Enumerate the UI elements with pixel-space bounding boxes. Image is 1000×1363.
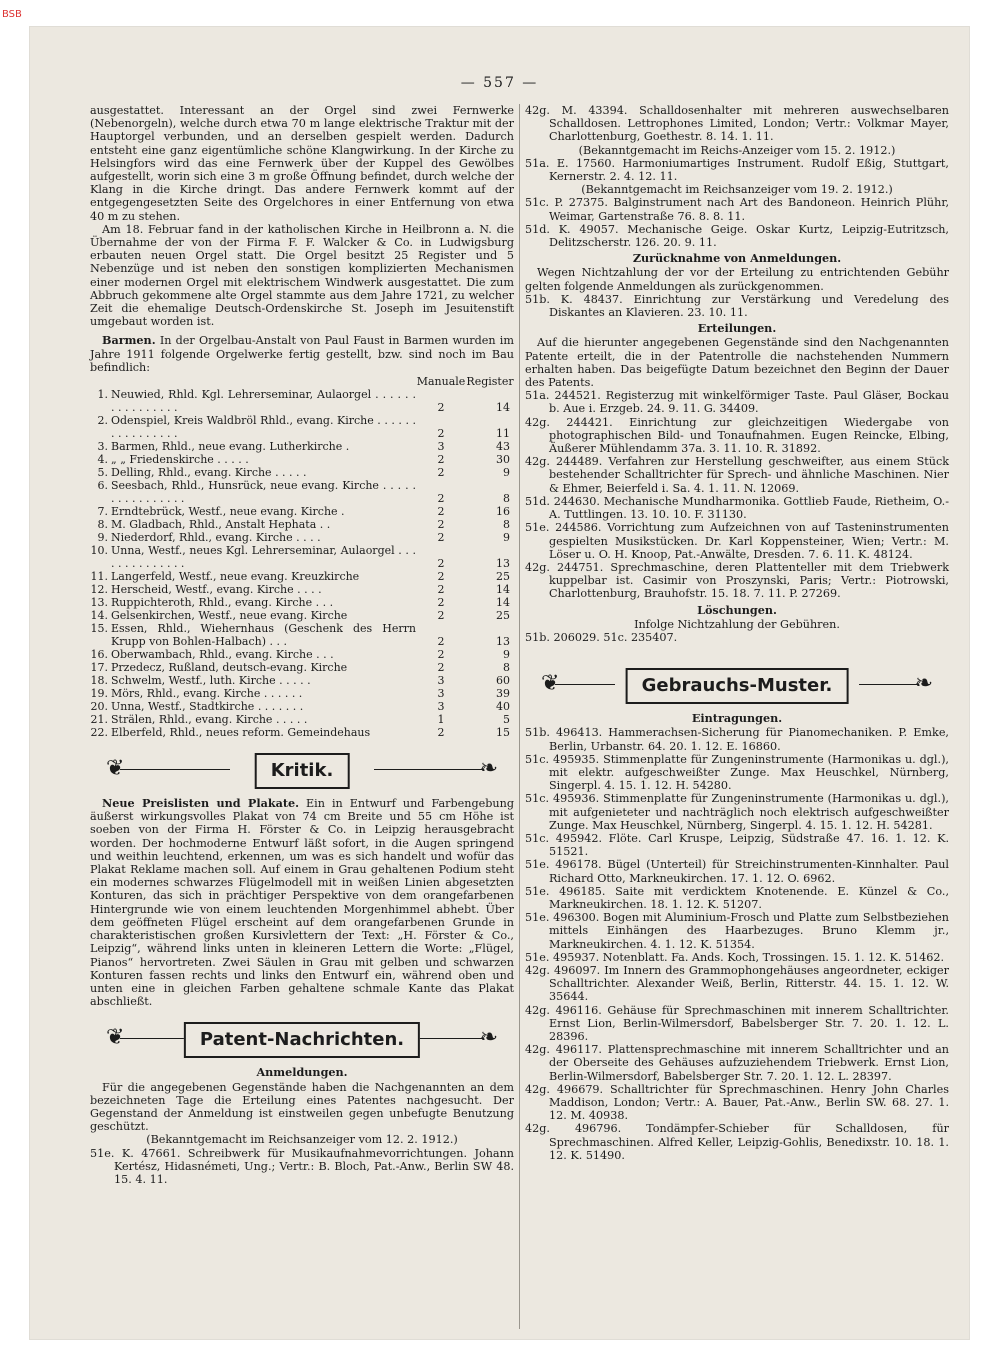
anmeldungen-paragraph: Für die angegebenen Gegenstände haben die Nachgenannten an dem bezeichneten Tage die Erteilung eines Patentes nachgesucht. Der Gegenstand der Anmeldung ist einstweilen gegen unbefugte Benutzung geschützt. [90, 1080, 514, 1134]
barmen-paragraph [90, 334, 514, 374]
row-register: 25 [496, 570, 510, 584]
list-item: 42g. 496679. Schalltrichter für Sprechmaschinen. Henry John Charles Maddison, London; Vertr.: A. Bauer, Pat.-Anw., Berlin SW. 68. 27. 1. 12. M. 40938. [525, 1082, 949, 1123]
banner-rule-right [374, 769, 484, 770]
patent-banner [90, 1020, 514, 1056]
row-register: 25 [496, 609, 510, 623]
column-header-register: Register [466, 375, 514, 389]
patent-title: Patent-Nachrichten. [184, 1022, 420, 1058]
row-place: Langerfeld, Westf., neue evang. Kreuzkirche [111, 570, 360, 584]
list-item: 51b. 496413. Hammerachsen-Sicherung für Pianomechaniken. P. Emke, Berlin, Urbanstr. 64. 20. 1. 12. E. 16860. [525, 726, 949, 753]
row-place: Unna, Westf., neues Kgl. Lehrerseminar, Aulaorgel . . . . . . . . . . . . . . [111, 544, 416, 571]
kritik-banner [90, 751, 514, 787]
row-manuale: 2 [437, 531, 445, 545]
page-sheet [30, 27, 969, 1339]
table-row [90, 583, 514, 596]
kritik-text: Ein in Entwurf und Farbengebung äußerst wirkungsvolles Plakat von 74 cm Breite und 55 cm Höhe ist soeben von der Firma H. Förster & Co. in Leipzig herausgebracht worden. Der hochmoderne Entwurf läßt sofort, in die Augen springend und weithin leuchtend, erkennen, um was es sich handelt und wofür das Plakat Reklame machen soll. Auf einem in Grau gehaltenen Podium steht ein modernes schwarzes Flügelmodell mit in weißen Linien abgesetzten Konturen, das sich in prächtiger Perspektive von dem orangefarbenen Hintergrunde wie von einem leuchtenden Morgenhimmel abhebt. Über dem geöffneten Flügel erscheint auf dem orangefarbenen Grunde in charakteristischen großen Kursivlettern der Text: „H. Förster & Co., Leipzig“, während links unten in kleineren Lettern die Worte: „Flügel, Pianos“ hervortreten. Zwei Säulen in Grau mit gelben und schwarzen Konturen fassen rechts und links den Entwurf ein, während oben und unten eine in gleichen Farben gehaltene schmale Kante das Plakat abschließt. [90, 797, 514, 1009]
row-place: Schwelm, Westf., luth. Kirche . . . . . [111, 674, 311, 688]
row-register: 43 [496, 440, 510, 454]
table-row [90, 466, 514, 479]
table-row [90, 596, 514, 609]
table-row [90, 570, 514, 583]
row-manuale: 2 [437, 518, 445, 532]
row-number: 19. [90, 687, 108, 701]
row-number: 22. [90, 726, 108, 740]
table-row [90, 440, 514, 453]
page-number: — 557 — [460, 75, 539, 91]
row-place: Neuwied, Rhld. Kgl. Lehrerseminar, Aulaorgel . . . . . . . . . . . . . . . . [111, 388, 416, 415]
row-place: Gelsenkirchen, Westf., neue evang. Kirche [111, 609, 348, 623]
row-register: 11 [496, 427, 510, 441]
organ-intro-paragraph: ausgestattet. Interessant an der Orgel sind zwei Fernwerke (Nebenorgeln), welche durch etwa 70 m lange elektrische Traktur mit der Hauptorgel verbunden, und an derselben gespielt werden. Dadurch entsteht eine ganz eigentümliche schöne Klangwirkung. In der Kirche zu Helsingfors wird das eine Fernwerk über der Kuppel des Gewölbes aufgestellt, worin sich eine 3 m große Öffnung befindet, durch welche der Klang in die Kirche dringt. Das andere Fernwerk kommt auf der entgegengesetzten Seite des Orgelchores in einer Entfernung von etwa 40 m zu stehen. [90, 104, 514, 223]
row-number: 16. [90, 648, 108, 662]
row-place: Herscheid, Westf., evang. Kirche . . . . [111, 583, 322, 597]
row-register: 13 [496, 557, 510, 571]
row-manuale: 2 [437, 570, 445, 584]
list-item: 51c. 495936. Stimmenplatte für Zungeninstrumente (Harmonikas u. dgl.), mit aufgenieteter und nachträglich noch elektrisch aufgeschweißter Zunge. Max Heuschkel, Nürnberg, Singerpl. 4. 15. 1. 12. H. 54281. [525, 792, 949, 832]
row-number: 17. [90, 661, 108, 675]
row-manuale: 2 [437, 648, 445, 662]
erteilungen-list [525, 389, 949, 600]
erteilungen-heading: Erteilungen. [697, 321, 777, 336]
row-number: 11. [90, 570, 108, 584]
loeschungen-entry: 51b. 206029. 51c. 235407. [525, 630, 678, 644]
row-place: Elberfeld, Rhld., neues reform. Gemeindehaus [111, 726, 371, 740]
row-place: Seesbach, Rhld., Hunsrück, neue evang. Kirche . . . . . . . . . . . . . . . . [111, 479, 416, 506]
row-number: 6. [97, 479, 108, 493]
row-manuale: 2 [437, 492, 445, 506]
table-row [90, 661, 514, 674]
list-item: 51e. 496300. Bogen mit Aluminium-Frosch und Platte zum Selbstbeziehen mittels Einhängen des Haarbezuges. Bruno Klemm jr., Markneukirchen. 4. 1. 12. K. 51354. [525, 911, 949, 951]
column-divider [519, 104, 520, 1329]
patent-entry: 51e. K. 47661. Schreibwerk für Musikaufnahmevorrichtungen. Johann Kertész, Hidasnémeti, Ung.; Vertr.: B. Bloch, Pat.-Anw., Berlin SW 48. 15. 4. 11. [90, 1146, 514, 1186]
patent-entry: 51b. K. 48437. Einrichtung zur Verstärkung und Veredelung des Diskantes an Klavieren. 23. 10. 11. [525, 292, 949, 320]
table-row [90, 700, 514, 713]
row-number: 2. [97, 414, 108, 428]
list-item: 51a. 244521. Registerzug mit winkelförmiger Taste. Paul Gläser, Bockau b. Aue i. Erzgeb. 24. 9. 11. G. 34409. [525, 389, 949, 416]
row-manuale: 1 [437, 713, 445, 727]
row-register: 30 [496, 453, 510, 467]
row-manuale: 3 [437, 674, 445, 688]
list-item: 42g. 244489. Verfahren zur Herstellung geschweifter, aus einem Stück bestehender Schalltrichter für Sprech- und ähnliche Maschinen. Nier & Ehmer, Beierfeld i. Sa. 4. 1. 11. N. 12069. [525, 455, 949, 495]
zuruecknahme-heading: Zurücknahme von Anmeldungen. [632, 251, 842, 266]
row-register: 5 [503, 713, 510, 727]
row-manuale: 3 [437, 700, 445, 714]
row-manuale: 2 [437, 453, 445, 467]
row-number: 1. [97, 388, 108, 402]
list-item: 42g. 496097. Im Innern des Grammophongehäuses angeordneter, eckiger Schalltrichter. Alexander Weiß, Berlin, Ritterstr. 44. 15. 1. 12. W. 35644. [525, 963, 949, 1004]
row-manuale: 2 [437, 583, 445, 597]
kritik-title: Kritik. [255, 753, 350, 789]
row-number: 3. [97, 440, 108, 454]
list-item: 42g. 496117. Plattensprechmaschine mit innerem Schalltrichter und an der Oberseite des Gehäuses aufzuziehendem Triebwerk. Ernst Lion, Berlin-Wilmersdorf, Babelsberger Str. 7. 20. 1. 12. L. 28397. [525, 1043, 949, 1083]
column-header-manuale: Manuale [416, 375, 466, 389]
heilbronn-paragraph: Am 18. Februar fand in der katholischen Kirche in Heilbronn a. N. die Übernahme der von der Firma F. F. Walcker & Co. in Ludwigsburg erbauten neuen Orgel statt. Die Orgel besitzt 25 Register und 5 Nebenzüge und ist neben den sonstigen komplizierten Mechanismen einer modernen Orgel mit elektrischem Windwerk ausgestattet. Die zum Abbruch gekommene alte Orgel stammte aus dem Jahre 1721, zu welcher Zeit die ehemalige Deutsch-Ordenskirche St. Joseph im Jesuitenstift umgebaut worden ist. [90, 222, 514, 329]
list-item: 51e. 244586. Vorrichtung zum Aufzeichnen von auf Tasteninstrumenten gespielten Musikstücken. Dr. Karl Koppensteiner, Wien; Vertr.: M. Löser u. O. H. Knoop, Pat.-Anwälte, Dresden. 7. 6. 11. K. 48124. [525, 521, 949, 561]
row-register: 39 [496, 687, 510, 701]
patent-entry: 51a. E. 17560. Harmoniumartiges Instrument. Rudolf Eßig, Stuttgart, Kernerstr. 2. 4. 12. 11. [525, 156, 949, 184]
row-manuale: 2 [437, 557, 445, 571]
row-register: 14 [496, 401, 510, 415]
row-place: Erndtebrück, Westf., neue evang. Kirche . [111, 505, 345, 519]
barmen-text: In der Orgelbau-Anstalt von Paul Faust in Barmen wurden im Jahre 1911 folgende Orgelwerke fertig gestellt, bzw. sind noch im Bau befindlich: [90, 334, 514, 374]
row-manuale: 2 [437, 466, 445, 480]
bekanntmachung-note: (Bekanntgemacht im Reichs-Anzeiger vom 15. 2. 1912.) [578, 143, 896, 157]
row-number: 9. [97, 531, 108, 545]
zuruecknahme-paragraph: Wegen Nichtzahlung der vor der Erteilung zu entrichtenden Gebühr gelten folgende Anmeldungen als zurückgenommen. [525, 266, 949, 293]
bekanntmachung-note: (Bekanntgemacht im Reichsanzeiger vom 12. 2. 1912.) [146, 1133, 458, 1147]
table-row [90, 479, 514, 505]
right-column [525, 104, 949, 1162]
table-row [90, 622, 514, 648]
list-item: 42g. 496116. Gehäuse für Sprechmaschinen mit innerem Schalltrichter. Ernst Lion, Berlin-Wilmersdorf, Babelsberger Str. 7. 20. 1. 12. L. 28396. [525, 1003, 949, 1043]
list-item: 51d. 244630. Mechanische Mundharmonika. Gottlieb Faude, Rietheim, O.-A. Tuttlingen. 13. 10. 10. F. 31130. [525, 494, 949, 522]
gebrauchsmuster-title: Gebrauchs-Muster. [626, 668, 849, 704]
bekanntmachung-note: (Bekanntgemacht im Reichsanzeiger vom 19. 2. 1912.) [581, 183, 893, 197]
row-register: 9 [503, 531, 510, 545]
row-number: 15. [90, 622, 108, 636]
row-register: 40 [496, 700, 510, 714]
table-row [90, 453, 514, 466]
list-item: 51e. 496185. Saite mit verdicktem Knotenende. E. Künzel & Co., Markneukirchen. 18. 1. 12. K. 51207. [525, 884, 949, 911]
row-place: Przedecz, Rußland, deutsch-evang. Kirche [111, 661, 348, 675]
row-register: 16 [496, 505, 510, 519]
row-manuale: 2 [437, 726, 445, 740]
row-place: Niederdorf, Rhld., evang. Kirche . . . . [111, 531, 321, 545]
row-place: Essen, Rhld., Wiehernhaus (Geschenk des Herrn Krupp von Bohlen-Halbach) . . . [111, 622, 416, 649]
banner-rule-left [120, 769, 230, 770]
row-register: 9 [503, 466, 510, 480]
table-row [90, 414, 514, 440]
gebrauchsmuster-banner [525, 666, 949, 702]
ornament-right-icon: ❧ [479, 1025, 498, 1051]
patent-entry: 51d. K. 49057. Mechanische Geige. Oskar Kurtz, Leipzig-Eutritzsch, Delitzscherstr. 126. 20. 9. 11. [525, 222, 949, 250]
row-number: 21. [90, 713, 108, 727]
banner-rule-left [555, 684, 615, 685]
row-manuale: 3 [437, 440, 445, 454]
ornament-right-icon: ❧ [914, 671, 933, 697]
loeschungen-heading: Löschungen. [697, 602, 777, 617]
row-register: 15 [496, 726, 510, 740]
list-item: 51c. 495935. Stimmenplatte für Zungeninstrumente (Harmonikas u. dgl.), mit elektr. aufgeschweißter Zunge. Max Heuschkel, Nürnberg, Singerpl. 4. 15. 1. 12. H. 54280. [525, 752, 949, 793]
row-place: Barmen, Rhld., neue evang. Lutherkirche . [111, 440, 350, 454]
table-row [90, 531, 514, 544]
row-register: 14 [496, 583, 510, 597]
row-place: Oberwambach, Rhld., evang. Kirche . . . [111, 648, 334, 662]
row-number: 14. [90, 609, 108, 623]
row-number: 7. [97, 505, 108, 519]
row-register: 8 [503, 518, 510, 532]
patent-entry: 42g. M. 43394. Schalldosenhalter mit mehreren auswechselbaren Schalldosen. Lettrophones Limited, London; Vertr.: Volkmar Mayer, Charlottenburg, Goethestr. 8. 14. 1. 11. [525, 104, 949, 144]
row-manuale: 2 [437, 596, 445, 610]
loeschungen-subheading: Infolge Nichtzahlung der Gebühren. [634, 617, 840, 631]
row-place: Odenspiel, Kreis Waldbröl Rhld., evang. Kirche . . . . . . . . . . . . . . . . [111, 414, 416, 441]
row-place: Ruppichteroth, Rhld., evang. Kirche . . . [111, 596, 334, 610]
kritik-lead: Neue Preislisten und Plakate. [102, 796, 299, 811]
row-number: 8. [97, 518, 108, 532]
row-place: „ „ Friedenskirche . . . . . [111, 453, 249, 467]
row-register: 13 [496, 635, 510, 649]
row-manuale: 2 [437, 505, 445, 519]
ornament-left-icon: ❦ [541, 671, 560, 697]
row-manuale: 2 [437, 661, 445, 675]
row-place: Mörs, Rhld., evang. Kirche . . . . . . [111, 687, 303, 701]
row-register: 14 [496, 596, 510, 610]
list-item: 51c. 495942. Flöte. Carl Kruspe, Leipzig, Südstraße 47. 16. 1. 12. K. 51521. [525, 831, 949, 859]
row-register: 60 [496, 674, 510, 688]
row-number: 20. [90, 700, 108, 714]
row-place: Unna, Westf., Stadtkirche . . . . . . . [111, 700, 304, 714]
anmeldungen-heading: Anmeldungen. [256, 1065, 348, 1080]
row-number: 10. [90, 544, 108, 558]
row-place: Strälen, Rhld., evang. Kirche . . . . . [111, 713, 308, 727]
row-manuale: 3 [437, 687, 445, 701]
table-row [90, 609, 514, 622]
list-item: 42g. 244421. Einrichtung zur gleichzeitigen Wiedergabe von photographischen Bild- und Tonaufnahmen. Eugen Reincke, Elbing, Äußerer Mühlendamm 37a. 3. 11. 10. R. 31892. [525, 415, 949, 456]
patent-entry: 51c. P. 27375. Balginstrument nach Art des Bandoneon. Heinrich Plühr, Weimar, Gartenstraße 76. 8. 8. 11. [525, 196, 949, 223]
row-register: 8 [503, 492, 510, 506]
library-tag: BSB [2, 9, 22, 20]
banner-rule-right [859, 684, 919, 685]
list-item: 42g. 244751. Sprechmaschine, deren Plattenteller mit dem Triebwerk kuppelbar ist. Casimir von Proszynski, Paris; Vertr.: Piotrowski, Charlottenburg, Brauhofstr. 15. 18. 7. 11. P. 27269. [525, 560, 949, 601]
row-place: M. Gladbach, Rhld., Anstalt Hephata . . [111, 518, 331, 532]
row-number: 4. [97, 453, 108, 467]
row-number: 13. [90, 596, 108, 610]
table-row [90, 687, 514, 700]
organ-table [90, 375, 514, 739]
row-manuale: 2 [437, 401, 445, 415]
row-register: 9 [503, 648, 510, 662]
eintragungen-heading: Eintragungen. [691, 711, 783, 726]
eintragungen-list [525, 726, 949, 1162]
table-row [90, 505, 514, 518]
table-row [90, 713, 514, 726]
row-place: Delling, Rhld., evang. Kirche . . . . . [111, 466, 307, 480]
row-number: 5. [97, 466, 108, 480]
kritik-paragraph [90, 797, 514, 1008]
row-number: 18. [90, 674, 108, 688]
row-register: 8 [503, 661, 510, 675]
row-manuale: 2 [437, 609, 445, 623]
table-row [90, 544, 514, 570]
table-row [90, 648, 514, 661]
list-item: 51e. 495937. Notenblatt. Fa. Ands. Koch, Trossingen. 15. 1. 12. K. 51462. [525, 950, 945, 964]
row-manuale: 2 [437, 635, 445, 649]
erteilungen-paragraph: Auf die hierunter angegebenen Gegenstände sind den Nachgenannten Patente erteilt, die in der Patentrolle die nachstehenden Nummern erhalten haben. Das beigefügte Datum bezeichnet den Beginn der Dauer des Patents. [525, 336, 949, 390]
left-column [90, 104, 514, 1186]
list-item: 51e. 496178. Bügel (Unterteil) für Streichinstrumenten-Kinnhalter. Paul Richard Otto, Markneukirchen. 17. 1. 12. O. 6962. [525, 858, 949, 885]
row-number: 12. [90, 583, 108, 597]
ornament-right-icon: ❧ [479, 756, 498, 782]
barmen-lead: Barmen. [102, 333, 156, 348]
ornament-left-icon: ❦ [106, 756, 125, 782]
table-row [90, 518, 514, 531]
row-manuale: 2 [437, 427, 445, 441]
ornament-left-icon: ❦ [106, 1025, 125, 1051]
table-row [90, 726, 514, 739]
list-item: 42g. 496796. Tondämpfer-Schieber für Schalldosen, für Sprechmaschinen. Alfred Keller, Leipzig-Gohlis, Benedixstr. 10. 18. 1. 12. K. 51490. [525, 1122, 949, 1162]
table-row [90, 674, 514, 687]
table-row [90, 388, 514, 414]
